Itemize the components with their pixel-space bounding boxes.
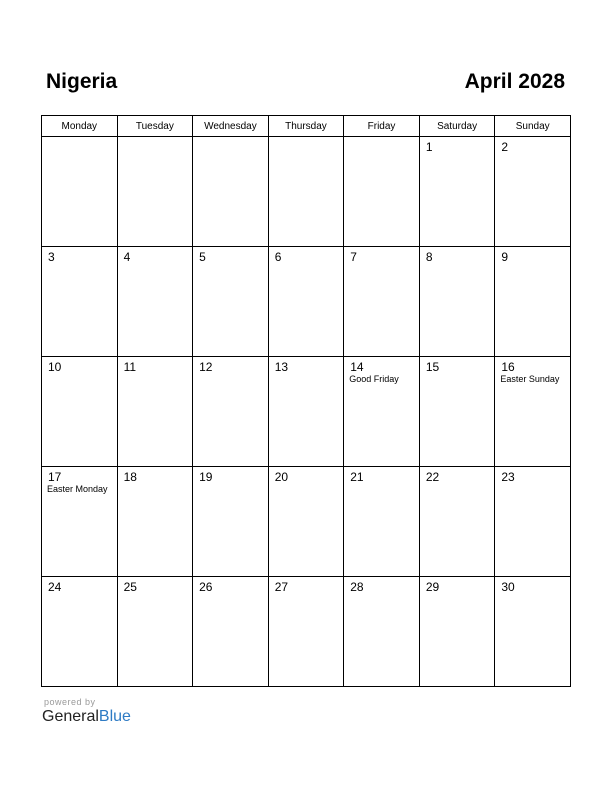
day-number: 15 xyxy=(425,360,440,374)
powered-by-label: powered by xyxy=(44,697,96,707)
day-cell xyxy=(419,467,495,577)
day-number: 7 xyxy=(350,250,357,264)
day-number: 19 xyxy=(199,470,213,484)
day-number: 25 xyxy=(123,580,137,594)
day-number: 10 xyxy=(48,360,62,374)
weekday-header-row xyxy=(42,116,571,137)
country-title: Nigeria xyxy=(46,70,118,93)
day-number xyxy=(193,137,268,140)
day-cell xyxy=(193,577,269,687)
weekday-thursday: Thursday xyxy=(268,116,344,137)
holiday-label: Easter Monday xyxy=(47,484,108,494)
day-cell xyxy=(419,247,495,357)
day-cell xyxy=(495,577,571,687)
day-number: 11 xyxy=(123,360,137,374)
day-cell xyxy=(117,357,193,467)
day-number: 9 xyxy=(501,250,509,264)
day-cell xyxy=(268,357,344,467)
day-number: 5 xyxy=(199,250,206,264)
day-number: 14 xyxy=(350,360,364,374)
day-cell xyxy=(193,247,269,357)
week-row xyxy=(42,247,571,357)
day-number: 27 xyxy=(274,580,289,594)
month-year-title: April 2028 xyxy=(464,70,565,93)
day-number: 12 xyxy=(199,360,213,374)
day-cell xyxy=(344,577,420,687)
day-cell xyxy=(117,137,193,247)
day-number: 28 xyxy=(350,580,364,594)
day-cell xyxy=(268,247,344,357)
day-cell xyxy=(495,357,571,467)
weekday-tuesday: Tuesday xyxy=(117,116,193,137)
day-cell xyxy=(42,577,118,687)
day-number: 26 xyxy=(199,580,213,594)
brand-general-text: General xyxy=(42,708,99,725)
day-number xyxy=(344,137,419,140)
weekday-wednesday: Wednesday xyxy=(193,116,269,137)
day-cell xyxy=(344,247,420,357)
week-row xyxy=(42,357,571,467)
day-cell xyxy=(268,467,344,577)
day-number: 4 xyxy=(123,250,131,264)
generalblue-logo[interactable] xyxy=(42,708,131,726)
day-cell xyxy=(495,137,571,247)
day-cell xyxy=(42,467,118,577)
day-number xyxy=(42,137,117,140)
day-number: 30 xyxy=(501,580,515,594)
day-cell xyxy=(117,577,193,687)
week-row xyxy=(42,577,571,687)
week-row xyxy=(42,137,571,247)
day-number: 21 xyxy=(350,470,364,484)
day-number: 8 xyxy=(425,250,433,264)
day-cell xyxy=(193,467,269,577)
day-number: 16 xyxy=(501,360,515,374)
day-cell xyxy=(268,577,344,687)
weekday-friday: Friday xyxy=(344,116,420,137)
day-number: 20 xyxy=(274,470,289,484)
brand-blue-text: Blue xyxy=(98,708,131,725)
day-cell xyxy=(344,357,420,467)
day-number: 17 xyxy=(48,470,62,484)
day-cell xyxy=(419,357,495,467)
day-number: 3 xyxy=(48,250,55,264)
day-cell xyxy=(42,137,118,247)
day-number: 22 xyxy=(425,470,440,484)
holiday-label: Easter Sunday xyxy=(500,374,560,384)
day-cell xyxy=(419,577,495,687)
day-cell xyxy=(193,357,269,467)
day-number: 24 xyxy=(48,580,62,594)
day-cell xyxy=(268,137,344,247)
day-cell xyxy=(117,247,193,357)
weekday-saturday: Saturday xyxy=(419,116,495,137)
day-cell xyxy=(344,467,420,577)
day-number: 1 xyxy=(425,140,433,154)
day-cell xyxy=(495,247,571,357)
day-number: 13 xyxy=(274,360,289,374)
day-cell xyxy=(193,137,269,247)
holiday-label: Good Friday xyxy=(349,374,399,384)
day-cell xyxy=(495,467,571,577)
day-cell xyxy=(344,137,420,247)
day-cell xyxy=(419,137,495,247)
day-number: 23 xyxy=(501,470,515,484)
day-number: 2 xyxy=(501,140,509,154)
weekday-sunday: Sunday xyxy=(495,116,571,137)
day-number: 6 xyxy=(274,250,282,264)
day-cell xyxy=(117,467,193,577)
day-number: 29 xyxy=(425,580,440,594)
day-number xyxy=(269,137,344,140)
weekday-monday: Monday xyxy=(42,116,118,137)
calendar-grid xyxy=(41,115,571,687)
day-cell xyxy=(42,247,118,357)
week-row xyxy=(42,467,571,577)
day-cell xyxy=(42,357,118,467)
day-number xyxy=(118,137,193,140)
day-number: 18 xyxy=(123,470,137,484)
